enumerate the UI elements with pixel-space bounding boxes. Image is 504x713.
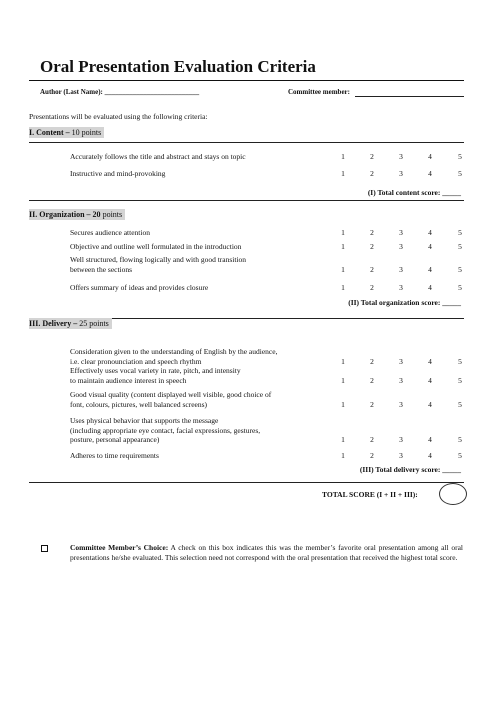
section-header-highlight (29, 127, 104, 138)
section-points: 25 points (79, 319, 109, 328)
criterion-text (70, 451, 159, 461)
score-option-5[interactable]: 5 (458, 451, 462, 460)
criterion-line: Accurately follows the title and abstract and stays on topic (70, 152, 246, 161)
criterion-line: Uses physical behavior that supports the message (70, 416, 219, 425)
intro-text: Presentations will be evaluated using the following criteria: (29, 112, 208, 121)
criterion-text (70, 152, 246, 162)
section-total-score[interactable]: (III) Total delivery score: _____ (359, 465, 461, 474)
author-field[interactable]: Author (Last Name): ___________________________ (40, 88, 200, 96)
score-option-4[interactable]: 4 (428, 152, 432, 161)
criterion-line: Secures audience attention (70, 228, 150, 237)
score-option-3[interactable]: 3 (399, 375, 403, 385)
score-option-2[interactable]: 2 (370, 152, 374, 161)
score-option-2[interactable]: 2 (370, 375, 374, 385)
score-option-5[interactable]: 5 (458, 228, 462, 237)
score-option-3[interactable]: 3 (399, 451, 403, 460)
section-points: 10 points (71, 128, 102, 137)
criterion-line: font, colours, pictures, well balanced screens) (70, 399, 208, 409)
score-option-3[interactable]: 3 (399, 356, 403, 366)
criterion-line: Good visual quality (content displayed well visible, good choice of (70, 390, 272, 399)
criterion-line: between the sections (70, 264, 133, 274)
score-option-4[interactable]: 4 (428, 169, 432, 178)
title-rule (29, 80, 464, 81)
score-option-2[interactable]: 2 (370, 242, 374, 251)
score-option-4[interactable]: 4 (428, 264, 432, 274)
criterion-text (70, 255, 246, 274)
score-option-3[interactable]: 3 (399, 228, 403, 237)
committee-choice-description: A check on this box indicates this was the member’s favorite oral presentation among all oral presentations he/she evaluated. This selection need not correspond with the oral presentation that received the highest total score. (70, 543, 463, 562)
committee-choice-text (70, 543, 463, 563)
committee-member-label: Committee member: (288, 88, 350, 96)
section-name: III. Delivery – (29, 319, 80, 328)
score-option-1[interactable]: 1 (341, 152, 345, 161)
page-title: Oral Presentation Evaluation Criteria (40, 57, 316, 76)
score-option-1[interactable]: 1 (341, 242, 345, 251)
criterion-text (70, 242, 241, 252)
criterion-line: i.e. clear pronounciation and speech rhythm (70, 356, 202, 366)
score-option-1[interactable]: 1 (341, 264, 345, 274)
score-option-4[interactable]: 4 (428, 356, 432, 366)
committee-member-field[interactable] (355, 96, 464, 97)
section-rule (29, 482, 464, 483)
score-option-4[interactable]: 4 (428, 399, 432, 409)
score-option-2[interactable]: 2 (370, 356, 374, 366)
score-option-5[interactable]: 5 (458, 399, 462, 409)
score-option-3[interactable]: 3 (399, 283, 403, 292)
score-option-2[interactable]: 2 (370, 399, 374, 409)
section-header-highlight (29, 318, 112, 329)
score-option-4[interactable]: 4 (428, 283, 432, 292)
committee-choice-label: Committee Member’s Choice: (70, 543, 169, 552)
score-option-5[interactable]: 5 (458, 356, 462, 366)
score-option-1[interactable]: 1 (341, 435, 345, 444)
committee-choice-checkbox[interactable] (41, 545, 48, 552)
criterion-text (70, 416, 260, 445)
grand-total-field[interactable] (439, 483, 467, 505)
criterion-text (70, 390, 271, 409)
criterion-text (70, 228, 150, 238)
score-option-5[interactable]: 5 (458, 169, 462, 178)
criterion-line: (including appropriate eye contact, facial expressions, gestures, (70, 425, 261, 435)
score-option-2[interactable]: 2 (370, 228, 374, 237)
section-name: II. Organization – 20 (29, 210, 103, 219)
criterion-text (70, 169, 165, 179)
score-option-2[interactable]: 2 (370, 435, 374, 444)
score-option-3[interactable]: 3 (399, 152, 403, 161)
criterion-text (70, 366, 241, 385)
score-option-5[interactable]: 5 (458, 435, 462, 444)
score-option-4[interactable]: 4 (428, 242, 432, 251)
section-header (29, 318, 112, 330)
score-option-1[interactable]: 1 (341, 356, 345, 366)
section-total-score[interactable]: (I) Total content score: _____ (367, 188, 461, 197)
score-option-2[interactable]: 2 (370, 283, 374, 292)
score-option-1[interactable]: 1 (341, 169, 345, 178)
criterion-line: Well structured, flowing logically and with good transition (70, 255, 247, 264)
grand-total-label: TOTAL SCORE (I + II + III): (322, 490, 418, 499)
score-option-1[interactable]: 1 (341, 283, 345, 292)
score-option-5[interactable]: 5 (458, 375, 462, 385)
score-option-5[interactable]: 5 (458, 283, 462, 292)
section-header (29, 209, 125, 221)
score-option-4[interactable]: 4 (428, 451, 432, 460)
score-option-5[interactable]: 5 (458, 152, 462, 161)
section-points: points (102, 210, 123, 219)
criterion-text (70, 347, 277, 366)
score-option-1[interactable]: 1 (341, 228, 345, 237)
score-option-2[interactable]: 2 (370, 169, 374, 178)
score-option-3[interactable]: 3 (399, 242, 403, 251)
criterion-line: Adheres to time requirements (70, 451, 159, 460)
criterion-text (70, 283, 208, 293)
score-option-2[interactable]: 2 (370, 264, 374, 274)
score-option-4[interactable]: 4 (428, 375, 432, 385)
criterion-line: Instructive and mind-provoking (70, 169, 166, 178)
criterion-line: Offers summary of ideas and provides closure (70, 283, 209, 292)
score-option-5[interactable]: 5 (458, 264, 462, 274)
score-option-4[interactable]: 4 (428, 228, 432, 237)
score-option-1[interactable]: 1 (341, 375, 345, 385)
section-header (29, 127, 104, 139)
section-rule (29, 142, 464, 143)
criterion-line: Consideration given to the understanding of English by the audience, (70, 347, 278, 356)
score-option-1[interactable]: 1 (341, 399, 345, 409)
score-option-2[interactable]: 2 (370, 451, 374, 460)
section-rule (29, 200, 464, 201)
criterion-line: to maintain audience interest in speech (70, 375, 187, 385)
score-option-3[interactable]: 3 (399, 169, 403, 178)
criterion-line: posture, personal appearance) (70, 435, 160, 444)
score-option-1[interactable]: 1 (341, 451, 345, 460)
criterion-line: Objective and outline well formulated in the introduction (70, 242, 242, 251)
section-header-highlight (29, 209, 125, 220)
section-total-score[interactable]: (II) Total organization score: _____ (348, 298, 461, 307)
score-option-5[interactable]: 5 (458, 242, 462, 251)
score-option-3[interactable]: 3 (399, 399, 403, 409)
score-option-3[interactable]: 3 (399, 435, 403, 444)
criterion-line: Effectively uses vocal variety in rate, pitch, and intensity (70, 366, 241, 375)
section-name: I. Content – (29, 128, 72, 137)
score-option-4[interactable]: 4 (428, 435, 432, 444)
score-option-3[interactable]: 3 (399, 264, 403, 274)
